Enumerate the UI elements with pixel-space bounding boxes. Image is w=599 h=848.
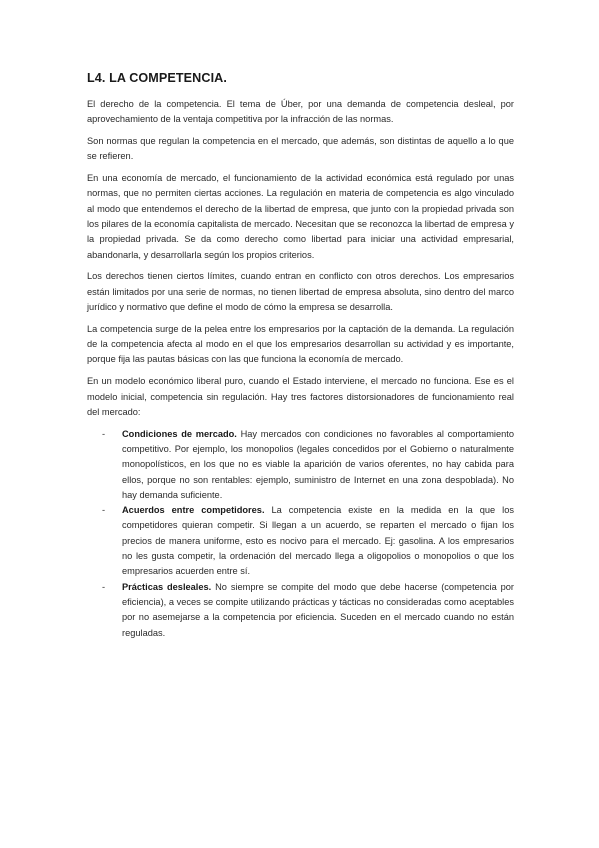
list-item-term: Acuerdos entre competidores.	[122, 505, 265, 516]
list-item-term: Prácticas desleales.	[122, 581, 212, 592]
list-item-text: La competencia existe en la medida en la que los competidores quieran competir. Si llegan a un acuerdo, se reparten el mercado o fijan los precios de manera uniforme, esto es nocivo para el mercado. Ej: gasolina. A los empresarios no les gusta competir, la ordenación del mercado llega a oligopolios o monopolios o que los empresarios acuerden entre sí.	[122, 505, 514, 577]
paragraph-intro: El derecho de la competencia. El tema de Úber, por una demanda de competencia desleal, por aprovechamiento de la ventaja competitiva por la infracción de las normas.	[87, 99, 514, 125]
paragraph-market-economy: En una economía de mercado, el funcionamiento de la actividad económica está regulado por unas normas, que no permiten ciertas acciones. La regulación en materia de competencia es algo vinculado al modo que entendemos el derecho de la libertad de empresa, que junto con la propiedad privada son los pilares de la economía capitalista de mercado. Necesitan que se reconozca la libertad de empresa y la propiedad privada. Se da como derecho como libertad para iniciar una actividad empresarial, abandonarla, y desarrollarla según los propios criterios.	[87, 173, 514, 260]
paragraph-limits: Los derechos tienen ciertos límites, cuando entran en conflicto con otros derechos. Los empresarios están limitados por una serie de normas, no tienen libertad de empresa absoluta, sino dentro del marco jurídico y normativo que define el modo de cómo la empresa se desarrolla.	[87, 271, 514, 313]
list-item	[87, 427, 514, 503]
list-item-text: No siempre se compite del modo que debe hacerse (competencia por eficiencia), a veces se compite utilizando prácticas y tácticas no consideradas como aceptables por no asemejarse a la competencia por eficiencia. Suceden en el mercado cuando no están reguladas.	[122, 581, 514, 638]
list-bullet: -	[102, 428, 106, 439]
paragraph-competition-origin: La competencia surge de la pelea entre los empresarios por la captación de la demanda. La regulación de la competencia afecta al modo en el que los empresarios desarrollan su actividad y es importante, porque fija las pautas básicas con las que funciona la economía de mercado.	[87, 323, 514, 365]
list-item	[87, 503, 514, 579]
document-body	[87, 70, 514, 641]
list-item	[87, 580, 514, 641]
paragraph-definition: Son normas que regulan la competencia en el mercado, que además, son distintas de aquello a lo que se refieren.	[87, 136, 514, 162]
list-bullet: -	[102, 505, 106, 516]
list-item-text: Hay mercados con condiciones no favorables al comportamiento competitivo. Por ejemplo, los monopolios (legales concedidos por el Gobierno o naturalmente monopolísticos, en los que no es viable la aparición de varios oferentes, no hay cabida para ellos, porque no son rentables: ejemplo, suministro de Internet en una zona despoblada). No hay demanda suficiente.	[122, 428, 514, 500]
list-item-term: Condiciones de mercado.	[122, 428, 237, 439]
list-bullet: -	[102, 581, 106, 592]
section-heading: L4. LA COMPETENCIA.	[87, 71, 227, 85]
paragraph-liberal-model: En un modelo económico liberal puro, cuando el Estado interviene, el mercado no funciona. Ese es el modelo inicial, competencia sin regulación. Hay tres factores distorsionadores de funcionamiento real del mercado:	[87, 376, 514, 417]
distorting-factors-list	[87, 427, 514, 641]
